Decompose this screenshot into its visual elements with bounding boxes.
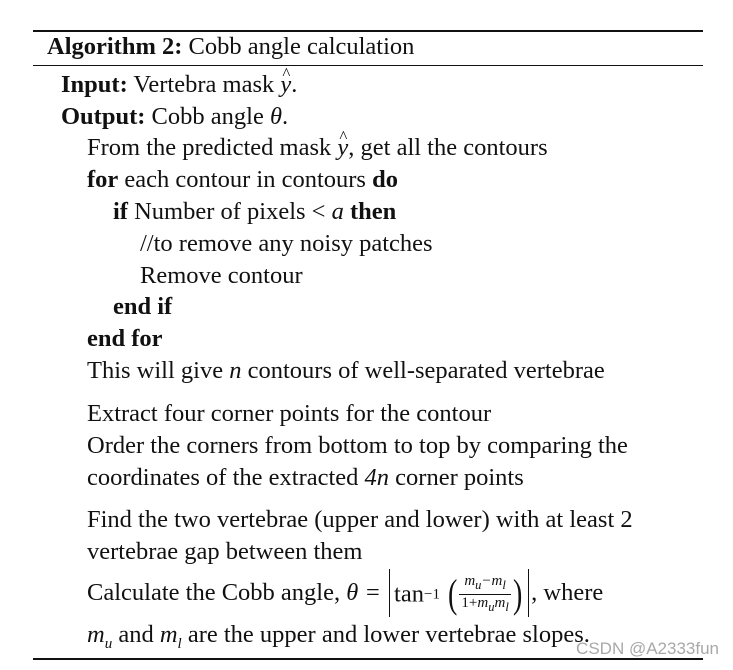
- step-n-contours-post: contours of well-separated vertebrae: [247, 357, 605, 384]
- slopes-and: and: [118, 621, 154, 648]
- step-get-contours-var: ^ y: [337, 134, 348, 162]
- tan-function: tan: [394, 580, 424, 608]
- step-n-contours-pre: This will give: [87, 357, 224, 384]
- step-order-corners-var: 4n: [364, 464, 390, 491]
- cobb-formula-lhs: θ =: [346, 579, 381, 606]
- end-for-line: [87, 325, 163, 353]
- comment-line: //to remove any noisy patches: [140, 230, 433, 257]
- step-n-contours: [87, 357, 605, 385]
- slopes-post: are the upper and lower vertebrae slopes.: [187, 621, 590, 648]
- absolute-value-bars: [389, 569, 529, 617]
- if-keyword: if: [113, 198, 128, 225]
- input-text: Vertebra mask: [133, 71, 275, 98]
- input-label: Input:: [61, 71, 128, 98]
- caption-title: Cobb angle calculation: [188, 33, 415, 60]
- end-for-keyword: end for: [87, 325, 163, 352]
- fraction-denominator: $1+m_um_l$: [461, 594, 509, 614]
- if-text: Number of pixels <: [134, 198, 326, 225]
- input-var: ^ y: [280, 71, 291, 99]
- caption-label: Algorithm 2:: [47, 33, 183, 60]
- slope-fraction: [459, 573, 510, 616]
- step-extract-corners: Extract four corner points for the contour: [87, 400, 492, 427]
- cobb-formula-pre: Calculate the Cobb angle,: [87, 579, 341, 606]
- caption-rule: [33, 65, 703, 66]
- for-keyword: for: [87, 166, 119, 193]
- output-text: Cobb angle: [151, 103, 264, 130]
- step-order-corners-line1: Order the corners from bottom to top by comparing the: [87, 432, 628, 459]
- step-get-contours-post: , get all the contours: [348, 134, 548, 161]
- step-get-contours: [87, 134, 548, 162]
- then-keyword: then: [350, 198, 397, 225]
- if-line: [113, 198, 396, 226]
- slope-lower-sub: l: [177, 635, 182, 652]
- step-find-vertebrae-line1: Find the two vertebrae (upper and lower) with at least 2: [87, 506, 633, 533]
- inverse-exponent: −1: [423, 586, 440, 603]
- step-get-contours-pre: From the predicted mask: [87, 134, 332, 161]
- step-order-corners-pre: coordinates of the extracted: [87, 464, 359, 491]
- output-var: θ: [269, 103, 282, 130]
- remove-line: Remove contour: [140, 262, 303, 289]
- step-slopes-line: [87, 621, 590, 658]
- if-var: a: [331, 198, 344, 225]
- csdn-watermark: CSDN @A2333fun: [576, 639, 719, 658]
- step-find-vertebrae-line2: vertebrae gap between them: [87, 538, 363, 565]
- output-label: Output:: [61, 103, 146, 130]
- slope-lower-var: m: [159, 621, 178, 648]
- step-cobb-formula-line: [87, 569, 603, 619]
- algorithm-caption: [47, 33, 414, 61]
- output-line: Output: Cobb angle θ.: [61, 103, 289, 130]
- cobb-formula-post: , where: [531, 579, 604, 606]
- for-line: [87, 166, 398, 194]
- for-text: each contour in contours: [124, 166, 366, 193]
- slope-upper-var: m: [87, 621, 105, 648]
- end-if-line: [113, 293, 172, 321]
- right-paren: ): [512, 571, 523, 617]
- top-rule: [33, 30, 703, 32]
- input-line: Input: Vertebra mask ^ y.: [61, 71, 297, 99]
- step-order-corners-line2: [87, 464, 524, 492]
- do-keyword: do: [372, 166, 398, 193]
- fraction-numerator: $m_u-m_l$: [459, 573, 510, 595]
- slope-upper-sub: u: [104, 635, 113, 652]
- algorithm-block: [33, 30, 703, 660]
- left-paren: (: [448, 571, 458, 617]
- step-order-corners-post: corner points: [395, 464, 524, 491]
- end-if-keyword: end if: [113, 293, 173, 320]
- step-n-contours-var: n: [229, 357, 242, 384]
